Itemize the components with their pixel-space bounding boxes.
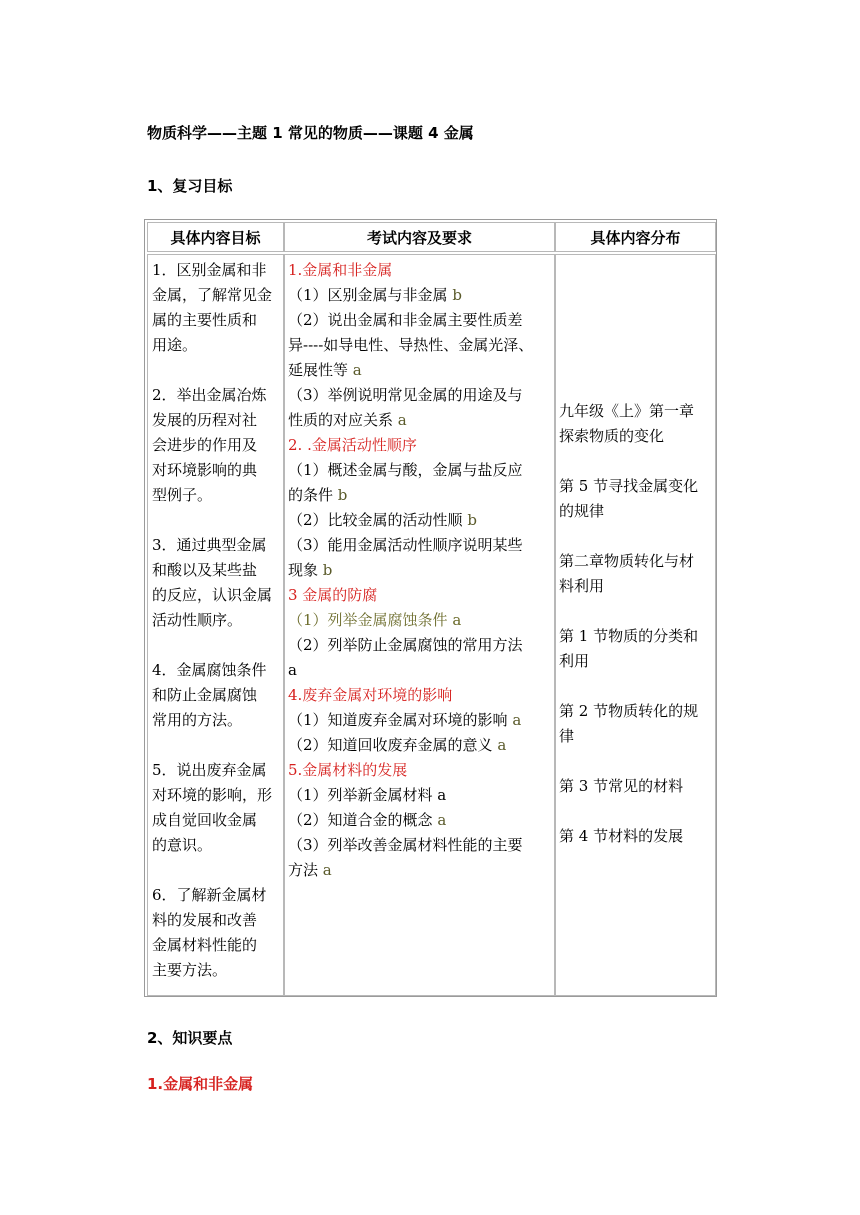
requirement-line: （2）列举防止金属腐蚀的常用方法 [288,636,523,654]
requirement-line: （2）比较金属的活动性顺 b [288,511,477,529]
chapter-item: 第 1 节物质的分类和 利用 [559,627,699,670]
topic-heading: 4.废弃金属对环境的影响 [288,686,453,704]
section-heading-review-goals: 1、复习目标 [147,177,233,195]
requirement-line: 异----如导电性、导热性、金属光泽、 [288,336,534,354]
content-distribution-cell [555,254,716,996]
chapter-item: 第 4 节材料的发展 [559,827,684,845]
section-heading-knowledge-points: 2、知识要点 [147,1029,233,1047]
document-title: 物质科学——主题 1 常见的物质——课题 4 金属 [147,124,474,142]
chapter-item: 第二章物质转化与材 料利用 [559,552,695,595]
subsection-heading-metals: 1.金属和非金属 [147,1075,254,1093]
requirement-line: （2）知道回收废弃金属的意义 a [288,736,507,754]
chapter-item: 第 3 节常见的材料 [559,777,684,795]
requirement-line: a [288,661,297,679]
header-content-goals: 具体内容目标 [147,222,284,252]
topic-heading: 5.金属材料的发展 [288,761,408,779]
requirement-line: （3）能用金属活动性顺序说明某些 [288,536,523,554]
chapter-item: 九年级《上》第一章 探索物质的变化 [559,402,695,445]
requirement-line: （1）列举金属腐蚀条件 a [288,611,462,629]
requirement-line: （1）列举新金属材料 a [288,786,447,804]
goal-item: 1．区别金属和非 金属，了解常见金 属的主要性质和 用途。 [152,261,273,354]
requirement-line: 的条件 b [288,486,348,504]
requirement-line: （2）知道合金的概念 a [288,811,447,829]
chapter-item: 第 2 节物质转化的规 律 [559,702,699,745]
exam-requirements-cell [284,254,555,996]
requirement-line: （3）列举改善金属材料性能的主要 [288,836,523,854]
requirement-line: （3）举例说明常见金属的用途及与 [288,386,523,404]
goal-item: 2．举出金属冶炼 发展的历程对社 会进步的作用及 对环境影响的典 型例子。 [152,386,267,504]
review-goals-table [144,219,717,997]
requirement-line: 性质的对应关系 a [288,411,407,429]
goal-item: 3．通过典型金属 和酸以及某些盐 的反应，认识金属 活动性顺序。 [152,536,273,629]
goal-item: 6．了解新金属材 料的发展和改善 金属材料性能的 主要方法。 [152,886,267,979]
topic-heading: 1.金属和非金属 [288,261,393,279]
requirement-line: （1）概述金属与酸，金属与盐反应 [288,461,523,479]
chapter-item: 第 5 节寻找金属变化 的规律 [559,477,699,520]
goals-cell [147,254,284,996]
requirement-line: 延展性等 a [288,361,362,379]
topic-heading: 2. .金属活动性顺序 [288,436,417,454]
requirement-line: 方法 a [288,861,332,879]
header-content-distribution: 具体内容分布 [555,222,716,252]
topic-heading: 3 金属的防腐 [288,586,378,604]
requirement-line: 现象 b [288,561,333,579]
goal-item: 4．金属腐蚀条件 和防止金属腐蚀 常用的方法。 [152,661,267,729]
requirement-line: （2）说出金属和非金属主要性质差 [288,311,523,329]
goal-item: 5．说出废弃金属 对环境的影响，形 成自觉回收金属 的意识。 [152,761,273,854]
requirement-line: （1）区别金属与非金属 b [288,286,462,304]
requirement-line: （1）知道废弃金属对环境的影响 a [288,711,522,729]
header-exam-requirements: 考试内容及要求 [284,222,555,252]
